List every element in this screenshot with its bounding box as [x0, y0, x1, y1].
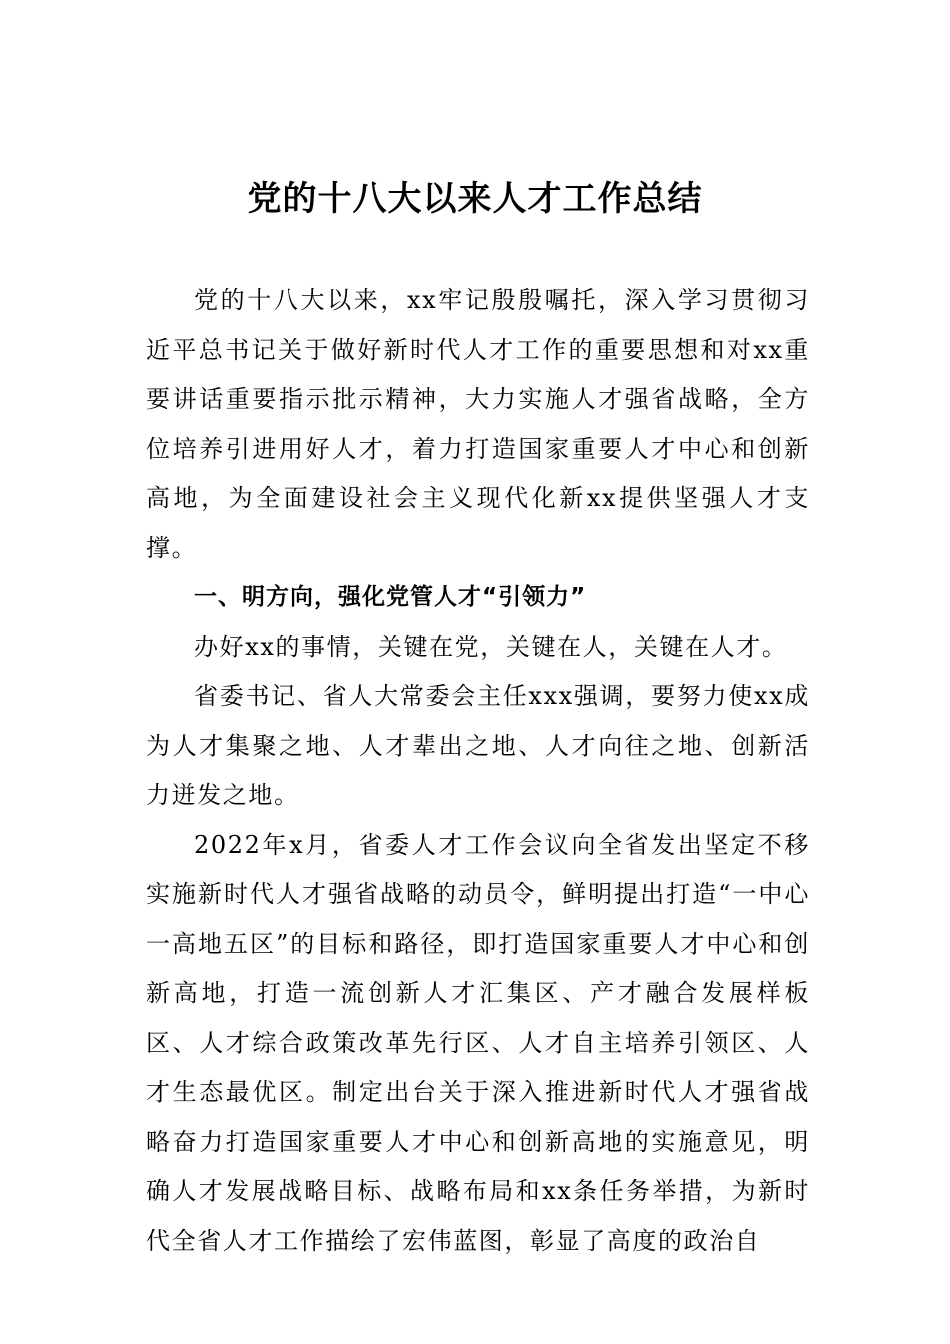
body-paragraph-2022-conference: 2022年x月，省委人才工作会议向全省发出坚定不移实施新时代人才强省战略的动员令，鲜明提出打造“一中心一高地五区”的目标和路径，即打造国家重要人才中心和创新高地，打造一流创新人才汇集区、产才融合发展样板区、人才综合政策改革先行区、人才自主培养引领区、人才生态最优区。制定出台关于深入推进新时代人才强省战略奋力打造国家重要人才中心和创新高地的实施意见，明确人才发展战略目标、战略布局和xx条任务举措，为新时代全省人才工作描绘了宏伟蓝图，彰显了高度的政治自	[146, 830, 810, 1255]
section-heading-1: 一、明方向，强化党管人才“引领力”	[194, 584, 587, 610]
body-paragraph-key-talent: 办好xx的事情，关键在党，关键在人，关键在人才。	[194, 632, 788, 661]
document-title: 党的十八大以来人才工作总结	[247, 179, 703, 219]
intro-paragraph: 党的十八大以来，xx牢记殷殷嘱托，深入学习贯彻习近平总书记关于做好新时代人才工作的重要思想和对xx重要讲话重要指示批示精神，大力实施人才强省战略，全方位培养引进用好人才，着力打造国家重要人才中心和创新高地，为全面建设社会主义现代化新xx提供坚强人才支撑。	[146, 286, 810, 562]
document-body	[146, 276, 810, 1266]
body-paragraph-secretary-quote: 省委书记、省人大常委会主任xxx强调，要努力使xx成为人才集聚之地、人才辈出之地、人才向往之地、创新活力迸发之地。	[146, 682, 810, 809]
